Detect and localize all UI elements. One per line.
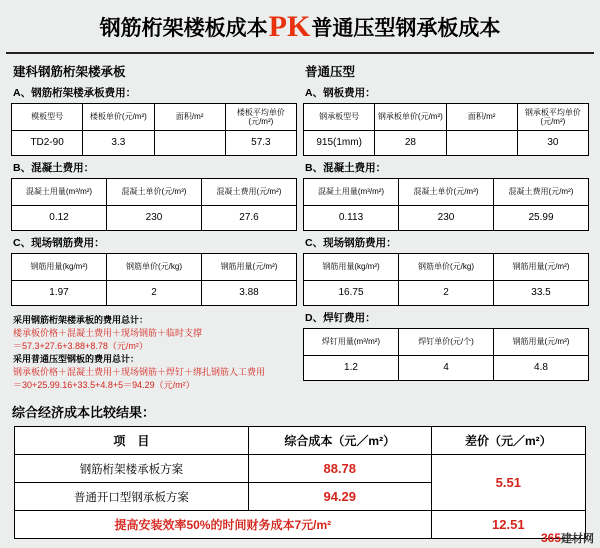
note-line: 楼承板价格＋混凝土费用＋现场钢筋＋临时支撑 xyxy=(13,328,203,339)
col-header: 混凝土单价(元/m³) xyxy=(399,179,494,206)
left-column-heading: 建科钢筋桁架楼承板 xyxy=(13,65,126,79)
right-section-b-label: B、混凝土费用： xyxy=(305,162,387,174)
left-section-b-table xyxy=(11,178,297,231)
summary-title: 综合经济成本比较结果： xyxy=(12,405,156,421)
cell: 915(1mm) xyxy=(304,131,375,156)
note-line: 钢承板价格＋混凝土费用＋现场钢筋＋焊钉＋绑扎钢筋人工费用 xyxy=(13,367,266,378)
table-row xyxy=(304,281,589,306)
col-header: 混凝土费用(元/m²) xyxy=(494,179,589,206)
col-header: 模板型号 xyxy=(12,104,83,131)
table-row xyxy=(15,511,586,539)
cell: 4 xyxy=(399,356,494,381)
left-section-c-label: C、现场钢筋费用： xyxy=(13,237,105,249)
cell-diff: 5.51 xyxy=(431,455,585,511)
col-header: 混凝土费用(元/m²) xyxy=(202,179,297,206)
table-row xyxy=(15,455,586,483)
table-row xyxy=(12,206,297,231)
right-section-b-table xyxy=(303,178,589,231)
col-header: 钢承板型号 xyxy=(304,104,375,131)
cell-cost: 94.29 xyxy=(248,483,431,511)
col-header: 钢筋单价(元/kg) xyxy=(399,254,494,281)
summary-section xyxy=(0,426,600,539)
cell: TD2-90 xyxy=(12,131,83,156)
title-right-text: 普通压型钢承板成本 xyxy=(311,17,501,40)
table-header-row xyxy=(304,104,589,131)
cell: 2 xyxy=(107,281,202,306)
cell: 30 xyxy=(517,131,588,156)
right-section-a-table xyxy=(303,103,589,156)
right-section-d-table xyxy=(303,328,589,381)
note-line: 采用普通压型钢板的费用总计： xyxy=(13,354,140,365)
table-header-row xyxy=(12,104,297,131)
col-header: 综合成本（元／m²） xyxy=(248,427,431,455)
cell: 230 xyxy=(107,206,202,231)
cell: 1.2 xyxy=(304,356,399,381)
col-header: 钢筋用量(元/m²) xyxy=(494,254,589,281)
watermark xyxy=(541,530,594,546)
cell: 3.88 xyxy=(202,281,297,306)
left-section-a-label: A、钢筋桁架楼承板费用： xyxy=(13,87,137,99)
cost-notes xyxy=(13,314,297,392)
table-row xyxy=(304,131,589,156)
left-column xyxy=(8,60,300,392)
table-header-row xyxy=(15,427,586,455)
left-section-a-table xyxy=(11,103,297,156)
cell xyxy=(154,131,225,156)
col-header: 混凝土用量(m³/m²) xyxy=(12,179,107,206)
cell: 1.97 xyxy=(12,281,107,306)
cell-efficiency-note: 提高安装效率50%的时间财务成本7元/m² xyxy=(15,511,432,539)
cell: 0.113 xyxy=(304,206,399,231)
col-header: 差价（元／m²） xyxy=(431,427,585,455)
cell: 33.5 xyxy=(494,281,589,306)
right-column xyxy=(300,60,592,392)
col-header: 钢承板平均单价(元/m²) xyxy=(517,104,588,131)
cell: 3.3 xyxy=(83,131,154,156)
watermark-text: 建材网 xyxy=(561,533,594,545)
table-row xyxy=(12,281,297,306)
cell: 25.99 xyxy=(494,206,589,231)
col-header: 楼板平均单价(元/m²) xyxy=(225,104,296,131)
comparison-columns xyxy=(0,54,600,392)
col-header: 钢筋用量(元/m²) xyxy=(494,329,589,356)
cell: 57.3 xyxy=(225,131,296,156)
col-header: 焊钉用量(m³/m²) xyxy=(304,329,399,356)
table-row xyxy=(304,356,589,381)
cell: 16.75 xyxy=(304,281,399,306)
right-section-a-label: A、钢板费用： xyxy=(305,87,376,99)
col-header: 面积/m² xyxy=(446,104,517,131)
col-header: 混凝土用量(m³/m²) xyxy=(304,179,399,206)
table-header-row xyxy=(304,179,589,206)
col-header: 项 目 xyxy=(15,427,249,455)
table-row xyxy=(12,131,297,156)
cell: 0.12 xyxy=(12,206,107,231)
note-line: ＝57.3+27.6+3.88+8.78（元/m²） xyxy=(13,341,148,352)
table-row xyxy=(304,206,589,231)
col-header: 面积/m² xyxy=(154,104,225,131)
note-line: 采用钢筋桁架楼承板的费用总计： xyxy=(13,315,149,325)
left-section-b-label: B、混凝土费用： xyxy=(13,162,95,174)
note-line: ＝30+25.99.16+33.5+4.8+5＝94.29（元/m²） xyxy=(13,380,195,391)
right-section-d-label: D、焊钉费用： xyxy=(305,312,376,324)
right-section-c-table xyxy=(303,253,589,306)
table-header-row xyxy=(304,329,589,356)
table-header-row xyxy=(12,254,297,281)
col-header: 钢承板单价(元/m²) xyxy=(375,104,446,131)
right-column-heading: 普通压型 xyxy=(305,65,356,79)
right-section-c-label: C、现场钢筋费用： xyxy=(305,237,397,249)
left-section-c-table xyxy=(11,253,297,306)
col-header: 钢筋用量(kg/m²) xyxy=(12,254,107,281)
watermark-number: 365 xyxy=(540,531,561,545)
cell: 230 xyxy=(399,206,494,231)
cell-scheme-label: 普通开口型钢承板方案 xyxy=(15,483,249,511)
cell-scheme-label: 钢筋桁架楼承板方案 xyxy=(15,455,249,483)
cell-diff-total: 12.51 xyxy=(431,511,585,539)
summary-table xyxy=(14,426,586,539)
col-header: 楼板单价(元/m²) xyxy=(83,104,154,131)
cell xyxy=(446,131,517,156)
cell: 2 xyxy=(399,281,494,306)
title-pk-text: PK xyxy=(268,10,311,43)
col-header: 焊钉单价(元/个) xyxy=(399,329,494,356)
table-header-row xyxy=(12,179,297,206)
col-header: 混凝土单价(元/m³) xyxy=(107,179,202,206)
col-header: 钢筋用量(元/m²) xyxy=(202,254,297,281)
col-header: 钢筋单价(元/kg) xyxy=(107,254,202,281)
cell: 4.8 xyxy=(494,356,589,381)
cell-cost: 88.78 xyxy=(248,455,431,483)
cell: 28 xyxy=(375,131,446,156)
cell: 27.6 xyxy=(202,206,297,231)
table-header-row xyxy=(304,254,589,281)
page-title xyxy=(0,0,600,50)
col-header: 钢筋用量(kg/m²) xyxy=(304,254,399,281)
title-left-text: 钢筋桁架楼板成本 xyxy=(99,17,268,40)
